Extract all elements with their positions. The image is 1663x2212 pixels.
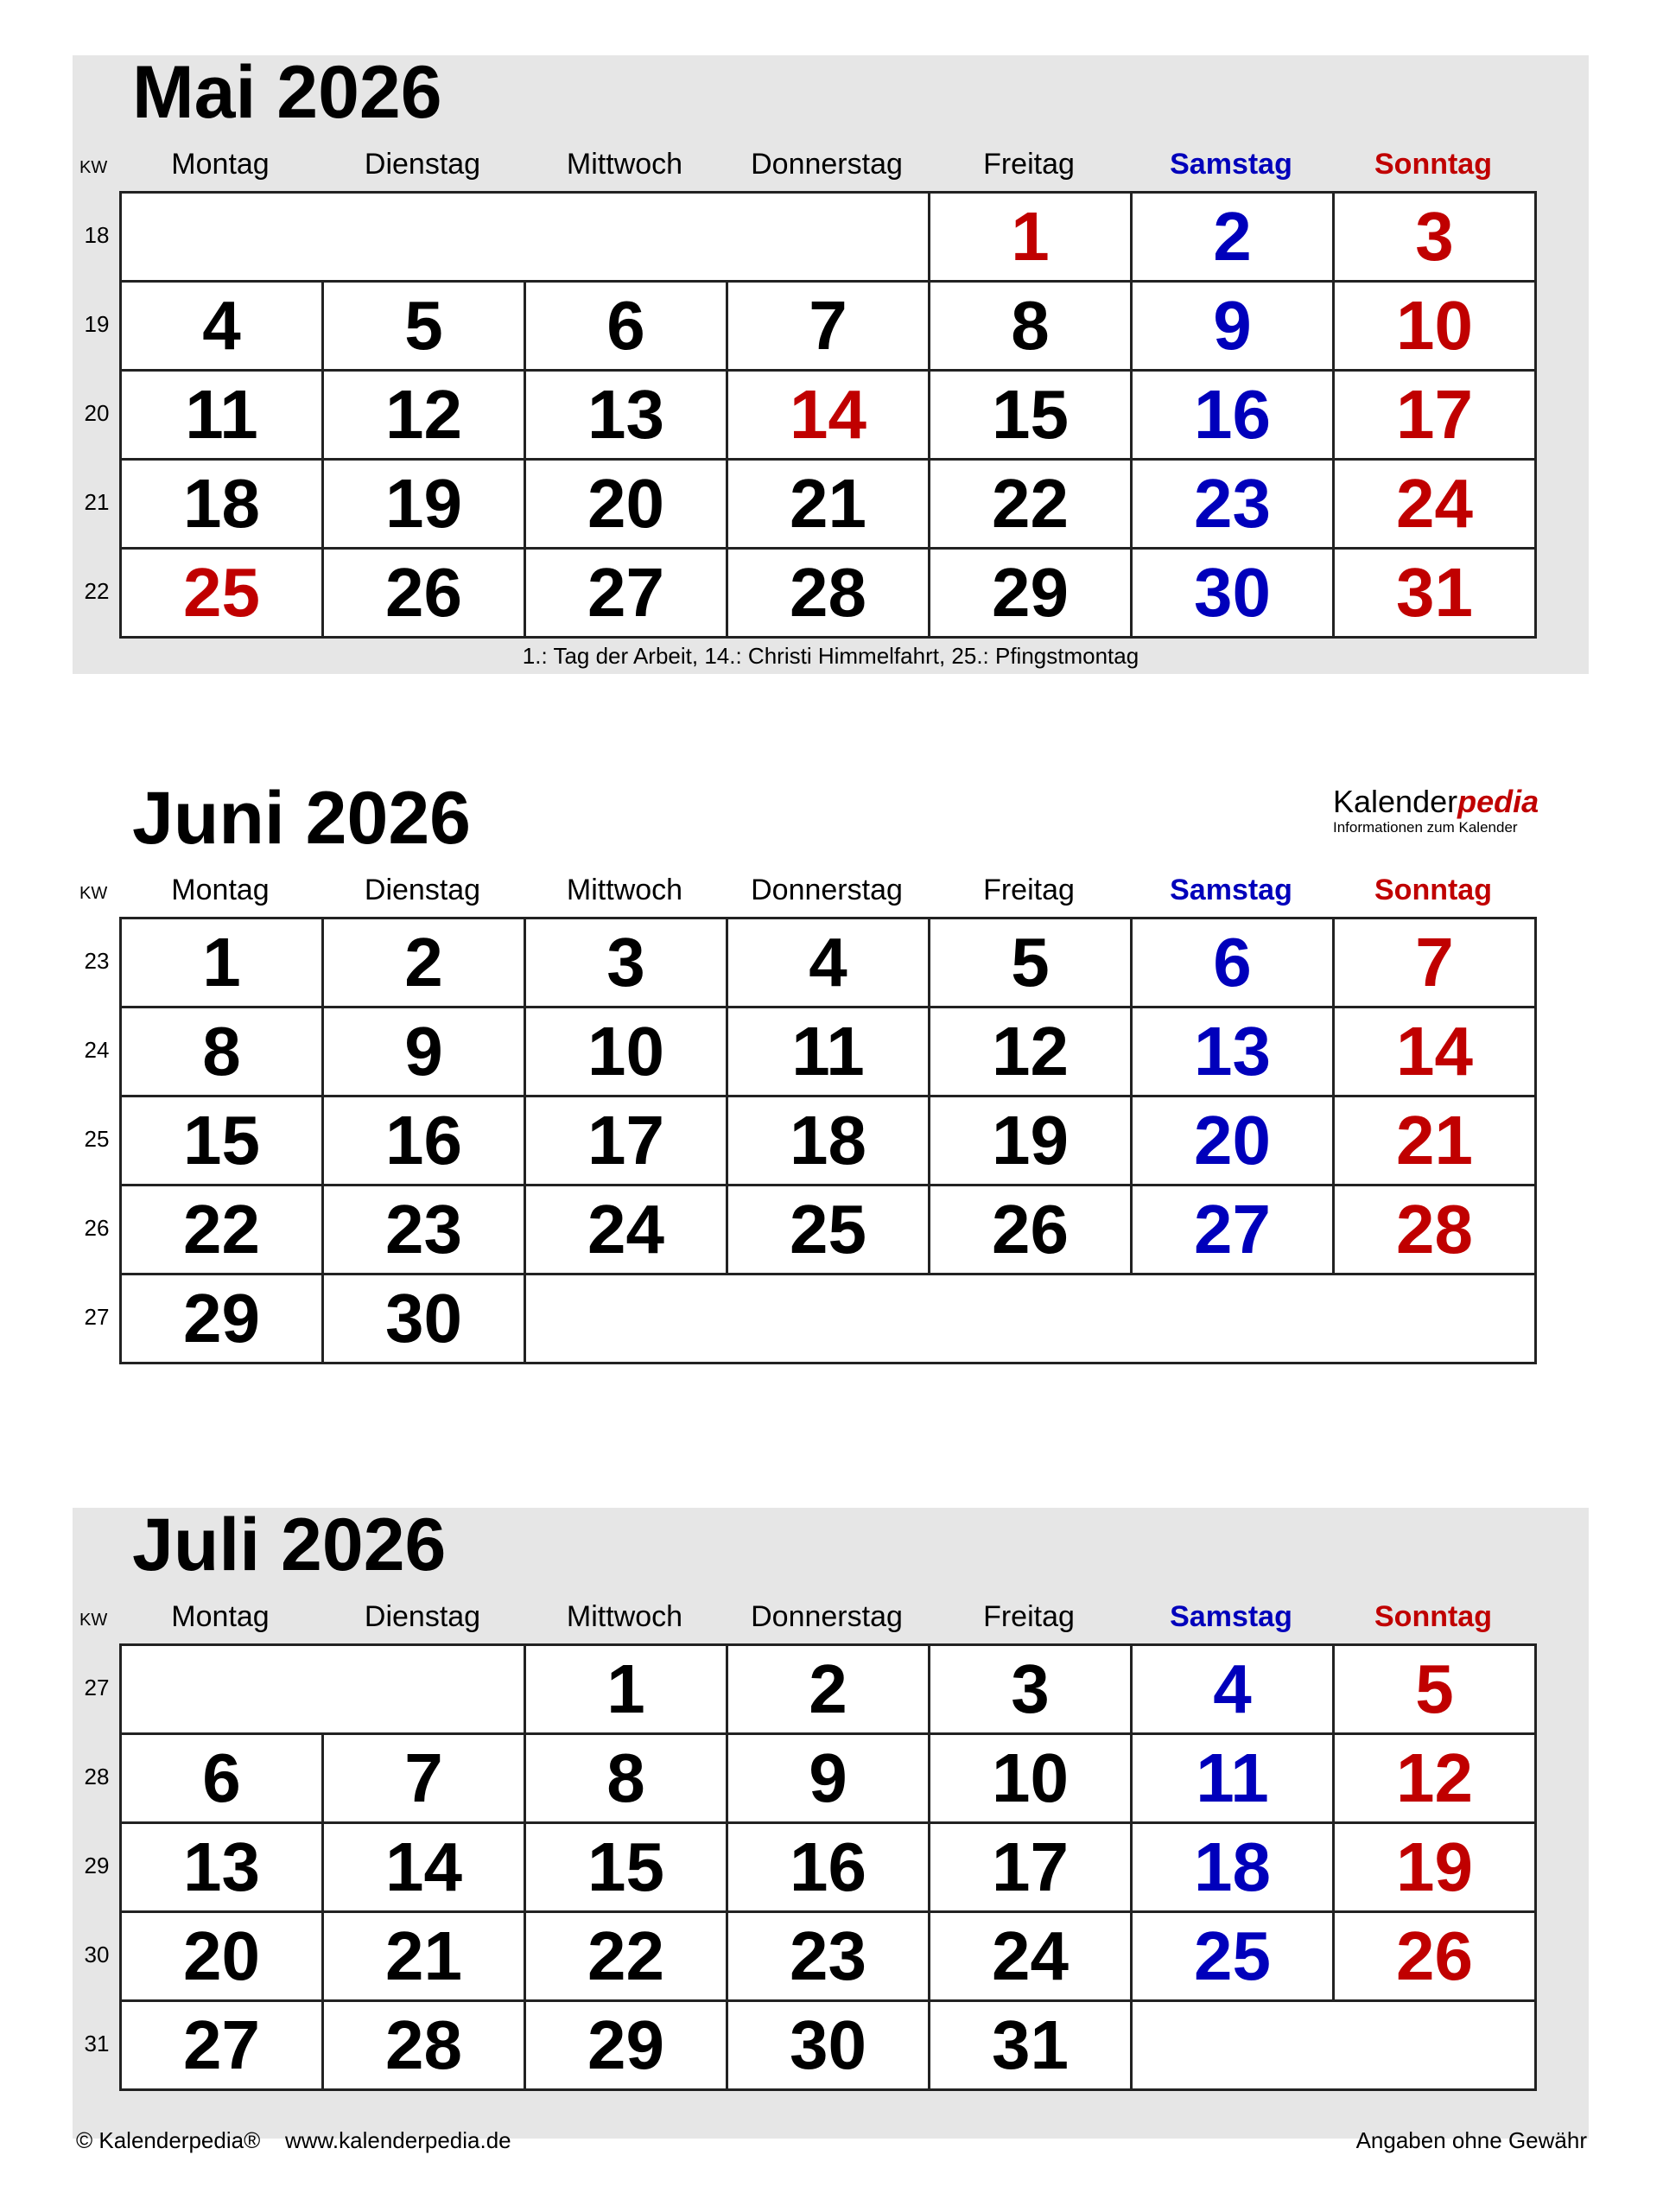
day-number: 2 — [1213, 198, 1252, 275]
day-cell — [726, 1095, 930, 1186]
day-number: 16 — [790, 1828, 866, 1905]
kw-header: KW — [79, 1611, 108, 1630]
week-number: 19 — [84, 311, 110, 337]
day-cell — [726, 917, 930, 1008]
day-cell — [928, 1999, 1133, 2091]
day-cell — [321, 1732, 526, 1824]
week-number: 20 — [84, 400, 110, 426]
day-cell — [1130, 1095, 1335, 1186]
day-number: 25 — [1194, 1917, 1271, 1994]
day-number: 12 — [385, 376, 462, 453]
day-cell — [1332, 1821, 1537, 1913]
day-cell — [119, 1095, 324, 1186]
day-cell — [928, 369, 1133, 461]
day-cell — [119, 369, 324, 461]
day-cell — [119, 547, 324, 639]
day-number: 22 — [183, 1191, 260, 1268]
weekday-header: Sonntag — [1374, 874, 1492, 906]
day-number: 21 — [385, 1917, 462, 1994]
day-number: 20 — [587, 465, 664, 542]
day-cell — [524, 1095, 728, 1186]
day-number: 31 — [992, 2006, 1069, 2083]
day-number: 24 — [1396, 465, 1473, 542]
day-cell — [928, 1910, 1133, 2002]
day-cell — [119, 1999, 324, 2091]
day-cell — [928, 547, 1133, 639]
day-number: 26 — [1396, 1917, 1473, 1994]
day-cell — [119, 1910, 324, 2002]
day-number: 7 — [809, 287, 847, 364]
day-number: 25 — [790, 1191, 866, 1268]
day-number: 6 — [202, 1739, 241, 1816]
weekday-header: Mittwoch — [566, 1600, 683, 1633]
day-number: 1 — [606, 1650, 645, 1727]
day-cell — [928, 917, 1133, 1008]
weekday-header: Freitag — [983, 1600, 1075, 1633]
day-number: 10 — [1396, 287, 1473, 364]
day-number: 27 — [587, 554, 664, 631]
day-number: 27 — [183, 2006, 260, 2083]
day-number: 12 — [1396, 1739, 1473, 1816]
kw-header: KW — [79, 884, 108, 903]
day-cell — [726, 1999, 930, 2091]
day-cell — [119, 1273, 324, 1364]
empty-cell — [119, 191, 930, 283]
day-number: 17 — [992, 1828, 1069, 1905]
day-cell — [1332, 280, 1537, 372]
day-cell — [1332, 191, 1537, 283]
holiday-note: 1.: Tag der Arbeit, 14.: Christi Himmelfahrt, 25.: Pfingstmontag — [522, 643, 1139, 669]
day-number: 16 — [1194, 376, 1271, 453]
day-cell — [321, 1273, 526, 1364]
day-number: 4 — [809, 924, 847, 1001]
day-cell — [321, 369, 526, 461]
weekday-header: Donnerstag — [751, 1600, 903, 1633]
week-number: 30 — [84, 1942, 110, 1967]
day-number: 14 — [790, 376, 866, 453]
week-number: 27 — [84, 1675, 110, 1700]
day-cell — [928, 1095, 1133, 1186]
day-cell — [1332, 1732, 1537, 1824]
day-number: 18 — [183, 465, 260, 542]
day-number: 8 — [1011, 287, 1050, 364]
day-number: 10 — [587, 1013, 664, 1090]
day-number: 20 — [183, 1917, 260, 1994]
day-number: 13 — [183, 1828, 260, 1905]
day-number: 4 — [1213, 1650, 1252, 1727]
day-number: 29 — [183, 1280, 260, 1357]
day-cell — [1332, 547, 1537, 639]
day-number: 18 — [790, 1102, 866, 1179]
day-cell — [1332, 1910, 1537, 2002]
day-cell — [321, 458, 526, 550]
day-number: 11 — [791, 1013, 865, 1090]
day-cell — [524, 917, 728, 1008]
weekday-header: Freitag — [983, 874, 1075, 906]
day-number: 5 — [1415, 1650, 1454, 1727]
day-number: 9 — [1213, 287, 1252, 364]
day-cell — [119, 917, 324, 1008]
brand-name — [1333, 786, 1558, 817]
day-number: 6 — [606, 287, 645, 364]
day-cell — [1130, 547, 1335, 639]
day-cell — [1130, 917, 1335, 1008]
day-cell — [726, 1910, 930, 2002]
day-cell — [928, 1643, 1133, 1735]
day-number: 16 — [385, 1102, 462, 1179]
day-cell — [524, 280, 728, 372]
footer-copyright: © Kalenderpedia® — [76, 2127, 261, 2153]
day-cell — [1332, 917, 1537, 1008]
day-cell — [1130, 1184, 1335, 1275]
month-3 — [73, 1503, 1589, 2139]
week-number: 21 — [84, 489, 110, 515]
day-number: 14 — [385, 1828, 462, 1905]
day-number: 15 — [183, 1102, 260, 1179]
day-cell — [524, 547, 728, 639]
day-cell — [928, 1184, 1133, 1275]
week-number: 23 — [84, 948, 110, 974]
weekday-header: Freitag — [983, 148, 1075, 181]
day-number: 11 — [1196, 1739, 1269, 1816]
day-number: 3 — [1011, 1650, 1050, 1727]
day-number: 5 — [1011, 924, 1050, 1001]
day-number: 3 — [606, 924, 645, 1001]
footer-disclaimer: Angaben ohne Gewähr — [1355, 2127, 1587, 2153]
day-number: 11 — [185, 376, 258, 453]
day-cell — [321, 1095, 526, 1186]
day-number: 21 — [790, 465, 866, 542]
day-cell — [321, 1006, 526, 1097]
day-cell — [928, 1006, 1133, 1097]
day-number: 29 — [992, 554, 1069, 631]
week-number: 24 — [84, 1037, 110, 1063]
month-2 — [73, 777, 1589, 1386]
day-number: 7 — [404, 1739, 443, 1816]
day-number: 1 — [1011, 198, 1050, 275]
week-number: 28 — [84, 1764, 110, 1789]
day-number: 19 — [1396, 1828, 1473, 1905]
day-cell — [928, 1821, 1133, 1913]
brand-tagline: Informationen zum Kalender — [1333, 819, 1518, 836]
day-number: 25 — [183, 554, 260, 631]
day-number: 13 — [587, 376, 664, 453]
day-cell — [726, 280, 930, 372]
day-number: 28 — [1396, 1191, 1473, 1268]
weekday-header: Samstag — [1170, 1600, 1292, 1633]
day-cell — [1332, 1006, 1537, 1097]
day-number: 30 — [1194, 554, 1271, 631]
weekday-header: Dienstag — [364, 148, 481, 181]
day-number: 9 — [809, 1739, 847, 1816]
weekday-header: Montag — [171, 874, 270, 906]
day-cell — [119, 280, 324, 372]
day-number: 14 — [1396, 1013, 1473, 1090]
day-number: 6 — [1213, 924, 1252, 1001]
day-number: 10 — [992, 1739, 1069, 1816]
day-number: 22 — [992, 465, 1069, 542]
day-number: 15 — [992, 376, 1069, 453]
day-cell — [1130, 458, 1335, 550]
day-cell — [119, 1006, 324, 1097]
day-cell — [1130, 280, 1335, 372]
day-number: 27 — [1194, 1191, 1271, 1268]
day-number: 8 — [202, 1013, 241, 1090]
month-title: Juni 2026 — [132, 777, 471, 860]
day-number: 22 — [587, 1917, 664, 1994]
day-number: 24 — [587, 1191, 664, 1268]
day-number: 19 — [385, 465, 462, 542]
day-cell — [1130, 1732, 1335, 1824]
day-number: 23 — [790, 1917, 866, 1994]
week-number: 29 — [84, 1853, 110, 1878]
day-number: 24 — [992, 1917, 1069, 1994]
day-cell — [321, 1821, 526, 1913]
day-cell — [119, 1732, 324, 1824]
week-number: 18 — [84, 222, 110, 248]
day-cell — [1130, 1006, 1335, 1097]
weekday-header: Montag — [171, 148, 270, 181]
day-cell — [1332, 1643, 1537, 1735]
day-cell — [1332, 369, 1537, 461]
day-number: 28 — [385, 2006, 462, 2083]
day-number: 29 — [587, 2006, 664, 2083]
day-number: 1 — [202, 924, 241, 1001]
day-cell — [1332, 458, 1537, 550]
day-cell — [726, 1643, 930, 1735]
weekday-header: Mittwoch — [566, 874, 683, 906]
brand-name-plain: Kalender — [1333, 784, 1458, 819]
day-number: 3 — [1415, 198, 1454, 275]
day-number: 18 — [1194, 1828, 1271, 1905]
day-cell — [928, 458, 1133, 550]
day-cell — [726, 1006, 930, 1097]
day-cell — [726, 547, 930, 639]
day-number: 2 — [809, 1650, 847, 1727]
day-cell — [726, 1184, 930, 1275]
day-cell — [119, 1184, 324, 1275]
day-number: 12 — [992, 1013, 1069, 1090]
week-number: 31 — [84, 2031, 110, 2056]
day-cell — [321, 547, 526, 639]
weekday-header: Sonntag — [1374, 148, 1492, 181]
day-cell — [1332, 1095, 1537, 1186]
day-number: 23 — [1194, 465, 1271, 542]
day-number: 26 — [992, 1191, 1069, 1268]
day-cell — [321, 1184, 526, 1275]
day-number: 5 — [404, 287, 443, 364]
day-number: 7 — [1415, 924, 1454, 1001]
day-cell — [524, 458, 728, 550]
day-number: 30 — [790, 2006, 866, 2083]
day-cell — [321, 917, 526, 1008]
day-cell — [524, 1184, 728, 1275]
weekday-header: Samstag — [1170, 874, 1292, 906]
day-cell — [1130, 369, 1335, 461]
day-cell — [119, 458, 324, 550]
day-number: 20 — [1194, 1102, 1271, 1179]
day-cell — [928, 191, 1133, 283]
month-1 — [73, 51, 1589, 674]
week-number: 26 — [84, 1215, 110, 1241]
day-number: 21 — [1396, 1102, 1473, 1179]
day-number: 19 — [992, 1102, 1069, 1179]
day-number: 23 — [385, 1191, 462, 1268]
day-cell — [1130, 1910, 1335, 2002]
day-number: 4 — [202, 287, 241, 364]
weekday-header: Dienstag — [364, 874, 481, 906]
day-cell — [321, 1910, 526, 2002]
kalenderpedia-logo — [1333, 786, 1558, 836]
weekday-header: Samstag — [1170, 148, 1292, 181]
day-cell — [524, 1732, 728, 1824]
weekday-header: Donnerstag — [751, 148, 903, 181]
footer-website-link[interactable]: www.kalenderpedia.de — [285, 2127, 511, 2153]
weekday-header: Sonntag — [1374, 1600, 1492, 1633]
day-cell — [1130, 1821, 1335, 1913]
day-cell — [524, 369, 728, 461]
week-number: 25 — [84, 1126, 110, 1152]
brand-name-emph: pedia — [1457, 784, 1539, 819]
day-cell — [524, 1006, 728, 1097]
empty-cell — [524, 1273, 1537, 1364]
empty-cell — [1130, 1999, 1537, 2091]
day-cell — [726, 1821, 930, 1913]
week-number: 22 — [84, 578, 110, 604]
weekday-header: Montag — [171, 1600, 270, 1633]
day-number: 17 — [1396, 376, 1473, 453]
day-cell — [928, 1732, 1133, 1824]
day-cell — [524, 1999, 728, 2091]
day-number: 17 — [587, 1102, 664, 1179]
empty-cell — [119, 1643, 526, 1735]
day-cell — [726, 458, 930, 550]
day-number: 30 — [385, 1280, 462, 1357]
month-title: Mai 2026 — [132, 51, 442, 134]
day-cell — [321, 1999, 526, 2091]
day-cell — [524, 1643, 728, 1735]
day-cell — [524, 1821, 728, 1913]
day-cell — [726, 369, 930, 461]
day-number: 13 — [1194, 1013, 1271, 1090]
day-cell — [321, 280, 526, 372]
day-cell — [928, 280, 1133, 372]
day-number: 15 — [587, 1828, 664, 1905]
week-number: 27 — [84, 1304, 110, 1330]
day-number: 8 — [606, 1739, 645, 1816]
day-number: 9 — [404, 1013, 443, 1090]
day-number: 28 — [790, 554, 866, 631]
day-cell — [524, 1910, 728, 2002]
day-number: 26 — [385, 554, 462, 631]
weekday-header: Dienstag — [364, 1600, 481, 1633]
weekday-header: Donnerstag — [751, 874, 903, 906]
day-cell — [726, 1732, 930, 1824]
day-number: 2 — [404, 924, 443, 1001]
day-cell — [1130, 191, 1335, 283]
day-number: 31 — [1396, 554, 1473, 631]
month-title: Juli 2026 — [132, 1503, 447, 1586]
day-cell — [1332, 1184, 1537, 1275]
day-cell — [119, 1821, 324, 1913]
kw-header: KW — [79, 158, 108, 177]
weekday-header: Mittwoch — [566, 148, 683, 181]
day-cell — [1130, 1643, 1335, 1735]
